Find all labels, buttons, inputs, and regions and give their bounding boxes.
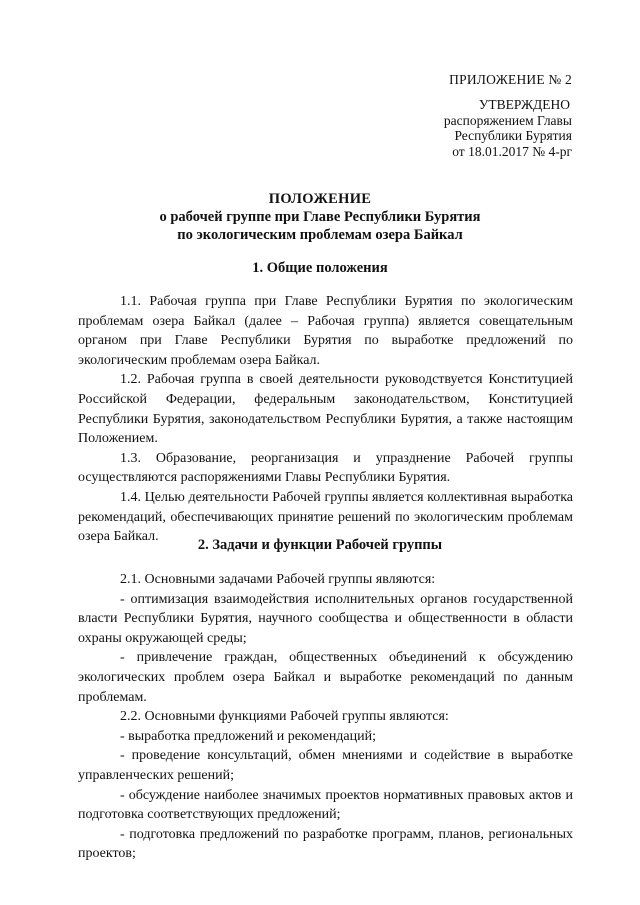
list-item: - подготовка предложений по разработке программ, планов, региональных проектов; [78,826,573,862]
document-subtitle-line-2: по экологическим проблемам озера Байкал [177,227,463,243]
list-item: - оптимизация взаимодействия исполнительных органов государственной власти Республики Бурятия, научного сообщества и общественности в области охраны окружающей среды; [78,591,573,646]
document-title: ПОЛОЖЕНИЕ [268,191,372,207]
section-heading-tasks: 2. Задачи и функции Рабочей группы [197,537,443,553]
paragraph-1-4: 1.4. Целью деятельности Рабочей группы является коллективная выработка рекомендаций, обеспечивающих принятие решений по экологическим проблемам озера Байкал. [78,489,573,545]
paragraph-1-3: 1.3. Образование, реорганизация и упразднение Рабочей группы осуществляются распоряжениями Главы Республики Бурятия. [78,450,573,486]
list-item: - привлечение граждан, общественных объединений к обсуждению экологических проблем озера Байкал и выработке рекомендаций по данным проблемам. [78,650,573,705]
paragraph-2-1: 2.1. Основными задачами Рабочей группы являются: [120,572,436,587]
list-item: - обсуждение наиболее значимых проектов нормативных правовых актов и подготовка соответствующих предложений; [78,787,573,823]
list-item: - проведение консультаций, обмен мнениями и содействие в выработке управленческих решений; [78,748,573,783]
section-heading-general: 1. Общие положения [252,260,388,276]
approval-stamp [444,97,572,159]
paragraph-1-2: 1.2. Рабочая группа в своей деятельности руководствуется Конституцией Российской Федерации, федеральным законодательством, Конституцией Республики Бурятия, законодательством Республики Бурятия, а также настоящим Положением. [78,372,573,447]
list-item: - выработка предложений и рекомендаций; [120,728,377,744]
section-body-tasks [78,570,573,864]
approval-heading: УТВЕРЖДЕНО [478,97,570,112]
paragraph-2-2: 2.2. Основными функциями Рабочей группы являются: [120,709,449,725]
document-subtitle-line-1: о рабочей группе при Главе Республики Бурятия [159,209,481,225]
approval-date-line: от 18.01.2017 № 4-рг [452,143,572,159]
document-title-block [0,190,640,244]
paragraph-1-1: 1.1. Рабочая группа при Главе Республики Бурятия по экологическим проблемам озера Байкал (далее – Рабочая группа) является совещательным органом при Главе Республики Бурятия по выработке предложений по экологическим проблемам озера Байкал. [78,294,573,368]
section-body-general [78,292,573,547]
appendix-label: ПРИЛОЖЕНИЕ № 2 [449,72,572,87]
approval-republic-line: Республики Бурятия [454,128,572,143]
approval-order-line: распоряжением Главы [443,112,572,128]
